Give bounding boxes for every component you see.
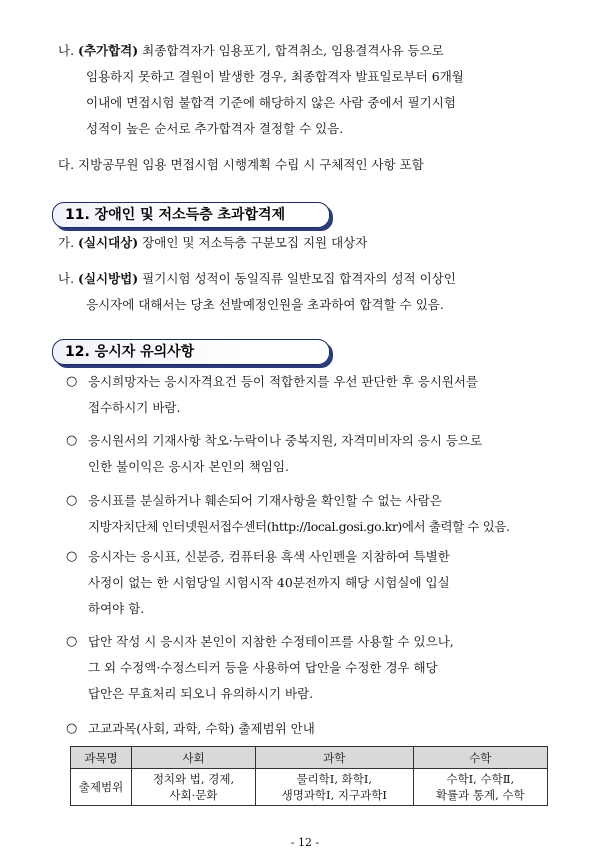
bullet-line: 그 외 수정액·수정스티커 등을 사용하여 답안을 수정한 경우 해당 xyxy=(88,660,438,675)
bullet-circle-icon: ○ xyxy=(66,374,78,389)
item-label: (실시대상) xyxy=(78,235,139,250)
item-line xyxy=(58,230,367,256)
item-line: 성적이 높은 순서로 추가합격자 결정할 수 있음. xyxy=(86,121,344,136)
cell-line: 수학Ⅰ, 수학Ⅱ, xyxy=(446,772,515,786)
bullet-line: 응시희망자는 응시자격요건 등이 적합한지를 우선 판단한 후 응시원서를 xyxy=(88,374,479,389)
page-number: - 12 - xyxy=(290,836,320,849)
bullet-text xyxy=(88,629,454,707)
bullet-text xyxy=(88,428,482,480)
item-text: 최종합격자가 임용포기, 합격취소, 임용결격사유 등으로 xyxy=(142,43,444,58)
item-line: 응시자에 대해서는 당초 선발예정인원을 초과하여 합격할 수 있음. xyxy=(86,297,444,312)
item-method xyxy=(58,266,456,318)
item-text: 필기시험 성적이 동일직류 일반모집 합격자의 성적 이상인 xyxy=(142,271,456,286)
item-label: (추가합격) xyxy=(78,43,139,58)
item-text: 장애인 및 저소득층 구분모집 지원 대상자 xyxy=(142,235,368,250)
table-row xyxy=(71,769,548,806)
bullet-line: 하여야 함. xyxy=(88,601,145,616)
section-heading-12 xyxy=(52,339,330,365)
bullet-line: 응시표를 분실하거나 훼손되어 기재사항을 확인할 수 없는 사람은 xyxy=(88,493,442,508)
bullet-circle-icon: ○ xyxy=(66,634,78,649)
bullet-line: 응시자는 응시표, 신분증, 컴퓨터용 흑색 사인펜을 지참하여 특별한 xyxy=(88,549,450,564)
item-label: (실시방법) xyxy=(78,271,139,286)
item-line xyxy=(58,38,464,64)
table-cell-social xyxy=(132,769,256,806)
bullet-circle-icon: ○ xyxy=(66,433,78,448)
exam-range-table xyxy=(70,746,548,806)
table-header-cell: 과목명 xyxy=(71,747,132,769)
cell-line: 정치와 법, 경제, xyxy=(152,772,235,786)
item-interview-plan xyxy=(58,152,424,178)
table-header-cell: 과학 xyxy=(255,747,413,769)
bullet-line: 접수하시기 바람. xyxy=(88,400,181,415)
cell-line: 사회·문화 xyxy=(169,788,218,802)
item-marker: 나. xyxy=(58,271,75,286)
bullet-line: 답안 작성 시 응시자 본인이 지참한 수정테이프를 사용할 수 있으나, xyxy=(88,634,454,649)
item-line xyxy=(58,266,456,292)
item-line: 임용하지 못하고 결원이 발생한 경우, 최종합격자 발표일로부터 6개월 xyxy=(86,69,464,84)
bullet-circle-icon: ○ xyxy=(66,493,78,508)
bullet-line: 인한 불이익은 응시자 본인의 책임임. xyxy=(88,459,289,474)
item-marker: 나. xyxy=(58,43,75,58)
cell-line: 확률과 통계, 수학 xyxy=(435,788,525,802)
item-marker: 다. xyxy=(58,157,75,172)
table-row-label: 출제범위 xyxy=(71,769,132,806)
section-heading-11 xyxy=(52,202,330,228)
item-eligible-target xyxy=(58,230,367,256)
table-header-cell: 사회 xyxy=(132,747,256,769)
bullet-circle-icon: ○ xyxy=(66,721,78,736)
bullet-circle-icon: ○ xyxy=(66,549,78,564)
table-header-row xyxy=(71,747,548,769)
section-title: 12. 응시자 유의사항 xyxy=(65,344,195,360)
bullet-text xyxy=(88,544,450,622)
bullet-text xyxy=(88,716,315,742)
cell-line: 물리학Ⅰ, 화학Ⅰ, xyxy=(296,772,373,786)
item-additional-pass xyxy=(58,38,464,142)
bullet-line: 답안은 무효처리 되오니 유의하시기 바람. xyxy=(88,686,314,701)
table-header-cell: 수학 xyxy=(413,747,547,769)
bullet-text xyxy=(88,369,478,421)
cell-line: 생명과학Ⅰ, 지구과학Ⅰ xyxy=(281,788,387,802)
item-text: 지방공무원 임용 면접시험 시행계획 수립 시 구체적인 사항 포함 xyxy=(78,157,424,172)
table-cell-math xyxy=(413,769,547,806)
bullet-text xyxy=(88,488,510,540)
bullet-line: 사정이 없는 한 시험당일 시험시작 40분전까지 해당 시험실에 입실 xyxy=(88,575,450,590)
bullet-line: 지방자치단체 인터넷원서접수센터(http://local.gosi.go.kr)에서 출력할 수 있음. xyxy=(88,519,510,534)
item-line: 이내에 면접시험 불합격 기준에 해당하지 않은 사람 중에서 필기시험 xyxy=(86,95,456,110)
bullet-line: 고교과목(사회, 과학, 수학) 출제범위 안내 xyxy=(88,721,315,736)
table-cell-science xyxy=(255,769,413,806)
item-marker: 가. xyxy=(58,235,75,250)
item-line xyxy=(58,152,424,178)
bullet-line: 응시원서의 기재사항 착오·누락이나 중복지원, 자격미비자의 응시 등으로 xyxy=(88,433,483,448)
section-title: 11. 장애인 및 저소득층 초과합격제 xyxy=(65,207,286,223)
